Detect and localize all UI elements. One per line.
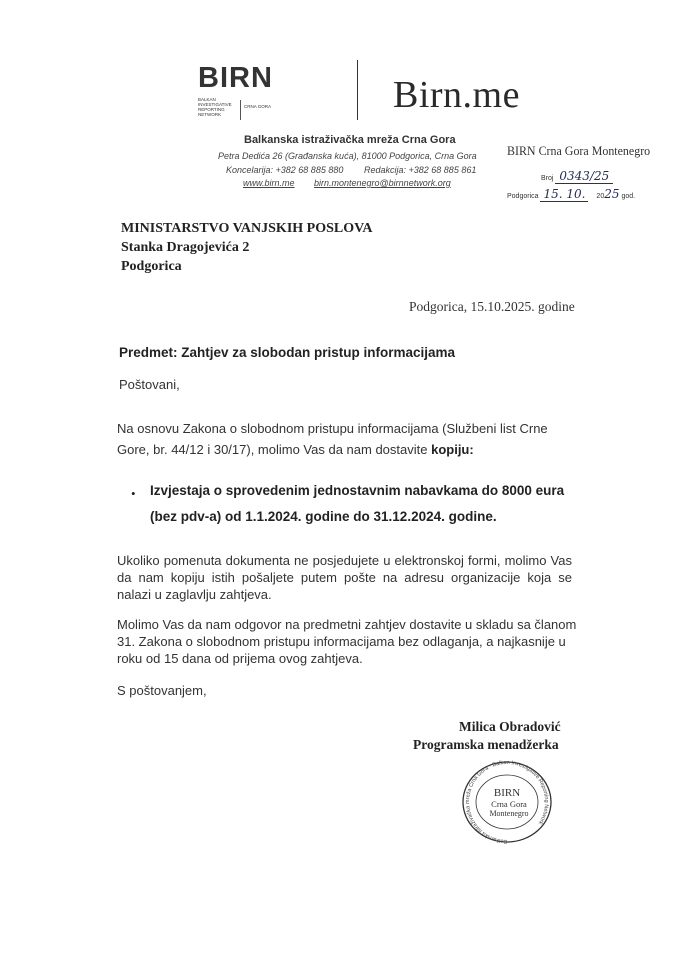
registry-date: Podgorica 15. 10. 2025 god.: [507, 187, 636, 201]
logo-country: CRNA GORA: [244, 104, 272, 109]
bullet-item: Izvjestaja o sprovedenim jednostavnim nabavkama do 8000 eura (bez pdv-a) od 1.1.2024. godine do 31.12.2024. godine.: [150, 483, 565, 524]
registry-number-value: 0343/25: [555, 169, 613, 184]
paragraph-deadline: Molimo Vas da nam odgovor na predmetni zahtjev dostavite u skladu sa članom 31. Zakona o slobodnom pristupu informacijama bez odlaganja, a najkasnije u roku od 15 dana od prijema ovog zahtjeva.: [117, 617, 577, 666]
registry-stamp-title: BIRN Crna Gora Montenegro: [507, 143, 651, 158]
birn-logo: [198, 62, 293, 128]
logo-divider: [240, 100, 241, 120]
org-name: Balkanska istraživačka mreža Crna Gora: [244, 134, 456, 146]
signatory-name: Milica Obradović: [459, 719, 561, 734]
closing: S poštovanjem,: [117, 683, 207, 698]
paragraph-emphasis: kopiju:: [431, 442, 474, 457]
signatory-title: Programska menadžerka: [413, 737, 559, 752]
recipient-line-1: MINISTARSTVO VANJSKIH POSLOVA: [121, 221, 373, 236]
registry-number: Broj 0343/25: [541, 169, 613, 183]
org-website[interactable]: www.birn.me: [243, 178, 295, 188]
org-editorial-phone: Redakcija: +382 68 885 861: [364, 165, 477, 175]
bullet-icon: •: [131, 486, 136, 501]
subject-line: Predmet: Zahtjev za slobodan pristup informacijama: [119, 345, 456, 360]
registry-year-value: 25: [604, 187, 620, 201]
logo-mark: BIRN: [198, 62, 273, 94]
paragraph-delivery: Ukoliko pomenuta dokumenta ne posjedujete u elektronskoj formi, molimo Vas da nam kopiju istih pošaljete putem pošte na adresu organizacije koja se nalazi u zaglavlju zahtjeva.: [117, 553, 572, 602]
date-line: Podgorica, 15.10.2025. godine: [409, 299, 575, 314]
brand-name: Birn.me: [393, 74, 520, 116]
greeting: Poštovani,: [119, 377, 180, 392]
seal-montenegro: Montenegro: [489, 809, 529, 818]
org-email[interactable]: birn.montenegro@birnnetwork.org: [314, 178, 451, 188]
org-office-phone: Koncelarija: +382 68 885 880: [226, 165, 344, 175]
seal-ring-text: Balkanska istraživačka mreža Crna Gora · Balkan Investigative Reporting Network: [465, 759, 550, 845]
recipient-line-3: Podgorica: [121, 259, 182, 274]
paragraph-legal-basis: Na osnovu Zakona o slobodnom pristupu informacijama (Službeni list Crne Gore, br. 44/12 i 30/17), molimo Vas da nam dostavite kopiju:: [117, 421, 548, 457]
official-seal: [455, 756, 560, 846]
seal-country: Crna Gora: [491, 799, 527, 809]
header-divider: [357, 60, 358, 120]
seal-birn: BIRN: [493, 787, 521, 799]
recipient-line-2: Stanka Dragojevića 2: [121, 240, 250, 255]
logo-subtitle: BALKAN INVESTIGATIVE REPORTING NETWORK: [198, 97, 232, 117]
registry-stamp: [507, 143, 657, 213]
org-address: Petra Dedića 26 (Građanska kuća), 81000 Podgorica, Crna Gora: [218, 151, 477, 161]
recipient-block: [121, 219, 373, 276]
registry-date-value: 15. 10.: [540, 187, 588, 202]
